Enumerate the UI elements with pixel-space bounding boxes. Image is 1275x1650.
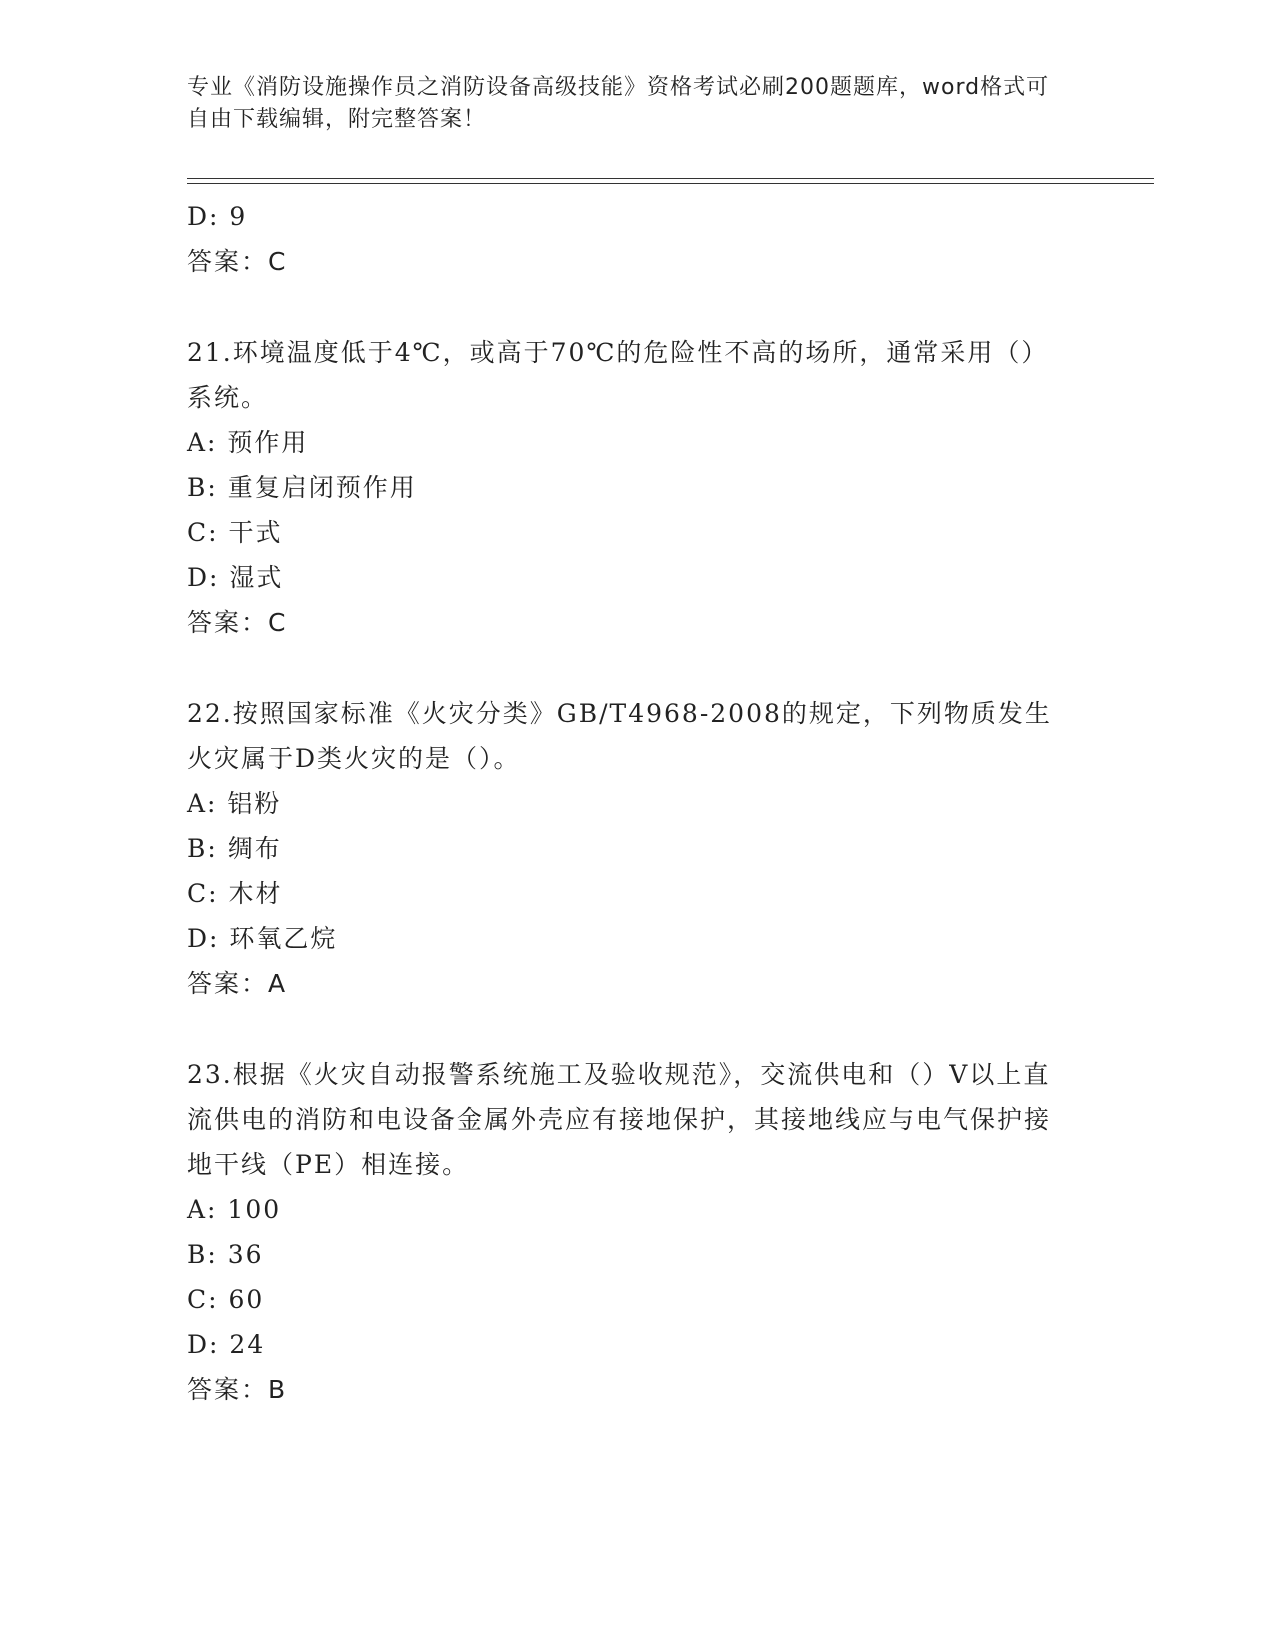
- document-header: [187, 72, 1067, 136]
- question-stem: 22.按照国家标准《火灾分类》GB/T4968-2008的规定，下列物质发生火灾属于D类火灾的是（）。: [187, 699, 1052, 773]
- answer: 答案：C: [187, 247, 288, 276]
- option-b: B: 绸布: [187, 834, 282, 863]
- question-22: [187, 691, 1067, 1006]
- question-23: [187, 1052, 1067, 1412]
- option-c: C: 60: [187, 1285, 265, 1314]
- option-d: D: 9: [187, 202, 248, 231]
- answer: 答案：B: [187, 1375, 288, 1404]
- answer: 答案：C: [187, 608, 288, 637]
- option-a: A: 预作用: [187, 428, 309, 457]
- document-body: [187, 194, 1067, 1412]
- header-divider-top: [187, 178, 1154, 179]
- option-d: D: 24: [187, 1330, 266, 1359]
- question-stem: 23.根据《火灾自动报警系统施工及验收规范》，交流供电和（）V以上直流供电的消防和电设备金属外壳应有接地保护，其接地线应与电气保护接地干线（PE）相连接。: [187, 1060, 1052, 1179]
- previous-question-tail: [187, 194, 1067, 284]
- option-d: D: 湿式: [187, 563, 284, 592]
- question-21: [187, 330, 1067, 645]
- option-b: B: 重复启闭预作用: [187, 473, 417, 502]
- option-a: A: 100: [187, 1195, 282, 1224]
- option-b: B: 36: [187, 1240, 264, 1269]
- question-stem: 21.环境温度低于4℃，或高于70℃的危险性不高的场所，通常采用（）系统。: [187, 338, 1049, 412]
- option-a: A: 铝粉: [187, 789, 282, 818]
- header-title: 专业《消防设施操作员之消防设备高级技能》资格考试必刷200题题库，word格式可自由下载编辑，附完整答案！: [187, 75, 1050, 132]
- option-d: D: 环氧乙烷: [187, 924, 338, 953]
- spacer: [187, 284, 1067, 330]
- option-c: C: 干式: [187, 518, 283, 547]
- spacer: [187, 1006, 1067, 1052]
- header-divider-bottom: [187, 183, 1154, 184]
- spacer: [187, 645, 1067, 691]
- option-c: C: 木材: [187, 879, 283, 908]
- answer: 答案：A: [187, 969, 288, 998]
